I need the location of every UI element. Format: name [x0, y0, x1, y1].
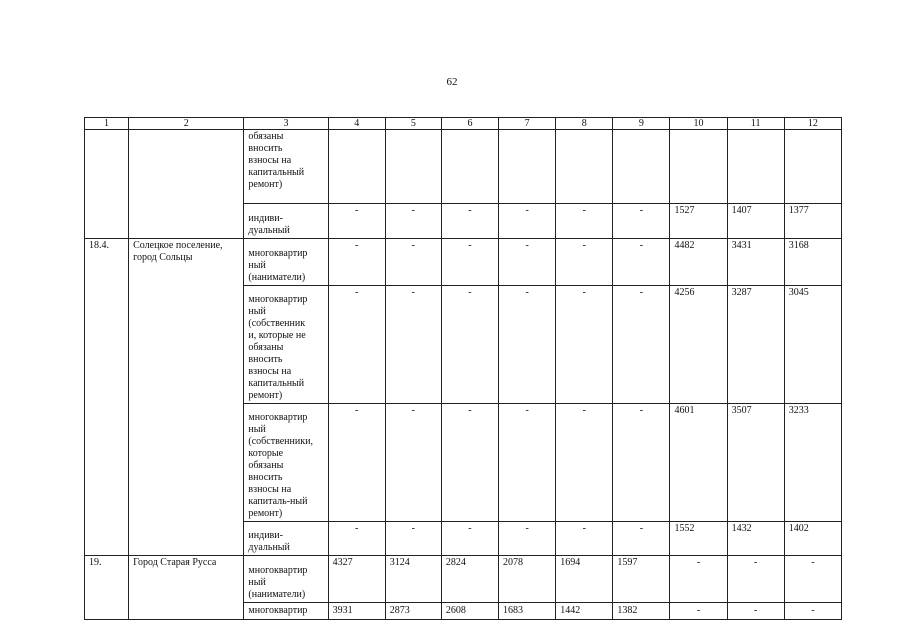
value-cell: -: [499, 239, 556, 286]
value-cell: -: [613, 404, 670, 522]
category-line: капитальный: [248, 378, 305, 389]
value-cell: -: [670, 603, 727, 620]
value-cell: -: [613, 239, 670, 286]
page-number: 62: [446, 76, 458, 88]
category-line: вносить: [248, 354, 283, 365]
category-line: которые: [248, 448, 284, 459]
value-cell: -: [499, 522, 556, 556]
value-cell: -: [613, 204, 670, 239]
value-cell: 4327: [328, 556, 385, 603]
value-cell: 1377: [784, 204, 841, 239]
value-cell: 3045: [784, 286, 841, 404]
value-cell: -: [499, 286, 556, 404]
item-number-cell: [85, 130, 129, 239]
column-header: 3: [244, 118, 328, 130]
housing-category-cell: [244, 239, 328, 286]
housing-category-cell: [244, 556, 328, 603]
value-cell: -: [499, 204, 556, 239]
value-cell: -: [499, 404, 556, 522]
value-cell: -: [613, 286, 670, 404]
category-line: ный: [248, 424, 266, 435]
value-cell: 4601: [670, 404, 727, 522]
value-cell: -: [385, 204, 441, 239]
value-cell: [499, 130, 556, 204]
category-line: капитальный: [248, 167, 305, 178]
column-header: 6: [441, 118, 498, 130]
category-line: обязаны: [248, 342, 284, 353]
value-cell: 1527: [670, 204, 727, 239]
category-line: взносы на: [248, 484, 292, 495]
value-cell: -: [556, 204, 613, 239]
category-line: вносить: [248, 472, 283, 483]
value-cell: 3431: [727, 239, 784, 286]
category-line: индиви-: [248, 213, 283, 224]
category-line: взносы на: [248, 366, 292, 377]
category-line: вносить: [248, 143, 283, 154]
settlement-name-cell: [129, 130, 244, 239]
column-header: 2: [129, 118, 244, 130]
category-line: (наниматели): [248, 272, 306, 283]
value-cell: -: [441, 239, 498, 286]
category-line: многоквартир: [248, 248, 308, 259]
item-number-cell: 19.: [85, 556, 129, 620]
value-cell: -: [441, 404, 498, 522]
category-line: индиви-: [248, 530, 283, 541]
column-header: 4: [328, 118, 385, 130]
value-cell: 4256: [670, 286, 727, 404]
value-cell: -: [670, 556, 727, 603]
value-cell: -: [556, 404, 613, 522]
tariff-table: [84, 117, 842, 620]
value-cell: -: [441, 522, 498, 556]
value-cell: 1552: [670, 522, 727, 556]
settlement-name-cell: Город Старая Русса: [129, 556, 244, 620]
category-line: ремонт): [248, 390, 283, 401]
category-line: дуальный: [248, 225, 290, 236]
category-line: взносы на: [248, 155, 292, 166]
table-row: [85, 130, 842, 204]
value-cell: 3931: [328, 603, 385, 620]
category-line: ремонт): [248, 179, 283, 190]
value-cell: -: [385, 404, 441, 522]
value-cell: 2824: [441, 556, 498, 603]
housing-category-cell: [244, 130, 328, 204]
header-row: [85, 118, 842, 130]
column-header: 10: [670, 118, 727, 130]
category-line: обязаны: [248, 131, 284, 142]
value-cell: [727, 130, 784, 204]
value-cell: -: [556, 239, 613, 286]
category-line: (собственник: [248, 318, 306, 329]
value-cell: -: [441, 204, 498, 239]
category-line: ный: [248, 306, 266, 317]
column-header: 12: [784, 118, 841, 130]
value-cell: [556, 130, 613, 204]
value-cell: -: [328, 522, 385, 556]
column-header: 11: [727, 118, 784, 130]
value-cell: 3287: [727, 286, 784, 404]
housing-category-cell: [244, 286, 328, 404]
housing-category-cell: [244, 603, 328, 620]
value-cell: [784, 130, 841, 204]
value-cell: -: [727, 603, 784, 620]
value-cell: 2873: [385, 603, 441, 620]
housing-category-cell: [244, 522, 328, 556]
table-row: [85, 239, 842, 286]
item-number-cell: 18.4.: [85, 239, 129, 556]
value-cell: 1407: [727, 204, 784, 239]
value-cell: -: [556, 522, 613, 556]
category-line: обязаны: [248, 460, 284, 471]
value-cell: -: [385, 286, 441, 404]
category-line: многоквартир: [248, 565, 308, 576]
value-cell: 1402: [784, 522, 841, 556]
value-cell: [670, 130, 727, 204]
value-cell: 1442: [556, 603, 613, 620]
value-cell: 1597: [613, 556, 670, 603]
column-header: 5: [385, 118, 441, 130]
value-cell: [385, 130, 441, 204]
column-header: 7: [499, 118, 556, 130]
value-cell: -: [328, 204, 385, 239]
settlement-name-cell: Солецкое поселение, город Сольцы: [129, 239, 244, 556]
value-cell: 1694: [556, 556, 613, 603]
category-line: капиталь-ный: [248, 496, 308, 507]
column-header: 9: [613, 118, 670, 130]
value-cell: [441, 130, 498, 204]
category-line: (собственники,: [248, 436, 313, 447]
value-cell: 3124: [385, 556, 441, 603]
value-cell: 1432: [727, 522, 784, 556]
value-cell: 1683: [499, 603, 556, 620]
category-line: (наниматели): [248, 589, 306, 600]
category-line: ный: [248, 577, 266, 588]
category-line: ный: [248, 260, 266, 271]
value-cell: -: [328, 404, 385, 522]
value-cell: [613, 130, 670, 204]
table-row: [85, 556, 842, 603]
value-cell: -: [727, 556, 784, 603]
value-cell: 3233: [784, 404, 841, 522]
value-cell: -: [784, 556, 841, 603]
value-cell: 2608: [441, 603, 498, 620]
value-cell: -: [556, 286, 613, 404]
value-cell: 3507: [727, 404, 784, 522]
value-cell: -: [328, 239, 385, 286]
category-line: и, которые не: [248, 330, 306, 341]
housing-category-cell: [244, 404, 328, 522]
category-line: многоквартир: [248, 605, 308, 616]
value-cell: -: [328, 286, 385, 404]
category-line: многоквартир: [248, 412, 308, 423]
housing-category-cell: [244, 204, 328, 239]
column-header: 1: [85, 118, 129, 130]
value-cell: [328, 130, 385, 204]
category-line: многоквартир: [248, 294, 308, 305]
value-cell: -: [441, 286, 498, 404]
value-cell: -: [784, 603, 841, 620]
value-cell: 1382: [613, 603, 670, 620]
value-cell: -: [385, 522, 441, 556]
value-cell: -: [613, 522, 670, 556]
value-cell: 4482: [670, 239, 727, 286]
category-line: ремонт): [248, 508, 283, 519]
value-cell: 3168: [784, 239, 841, 286]
value-cell: -: [385, 239, 441, 286]
category-line: дуальный: [248, 542, 290, 553]
value-cell: 2078: [499, 556, 556, 603]
column-header: 8: [556, 118, 613, 130]
